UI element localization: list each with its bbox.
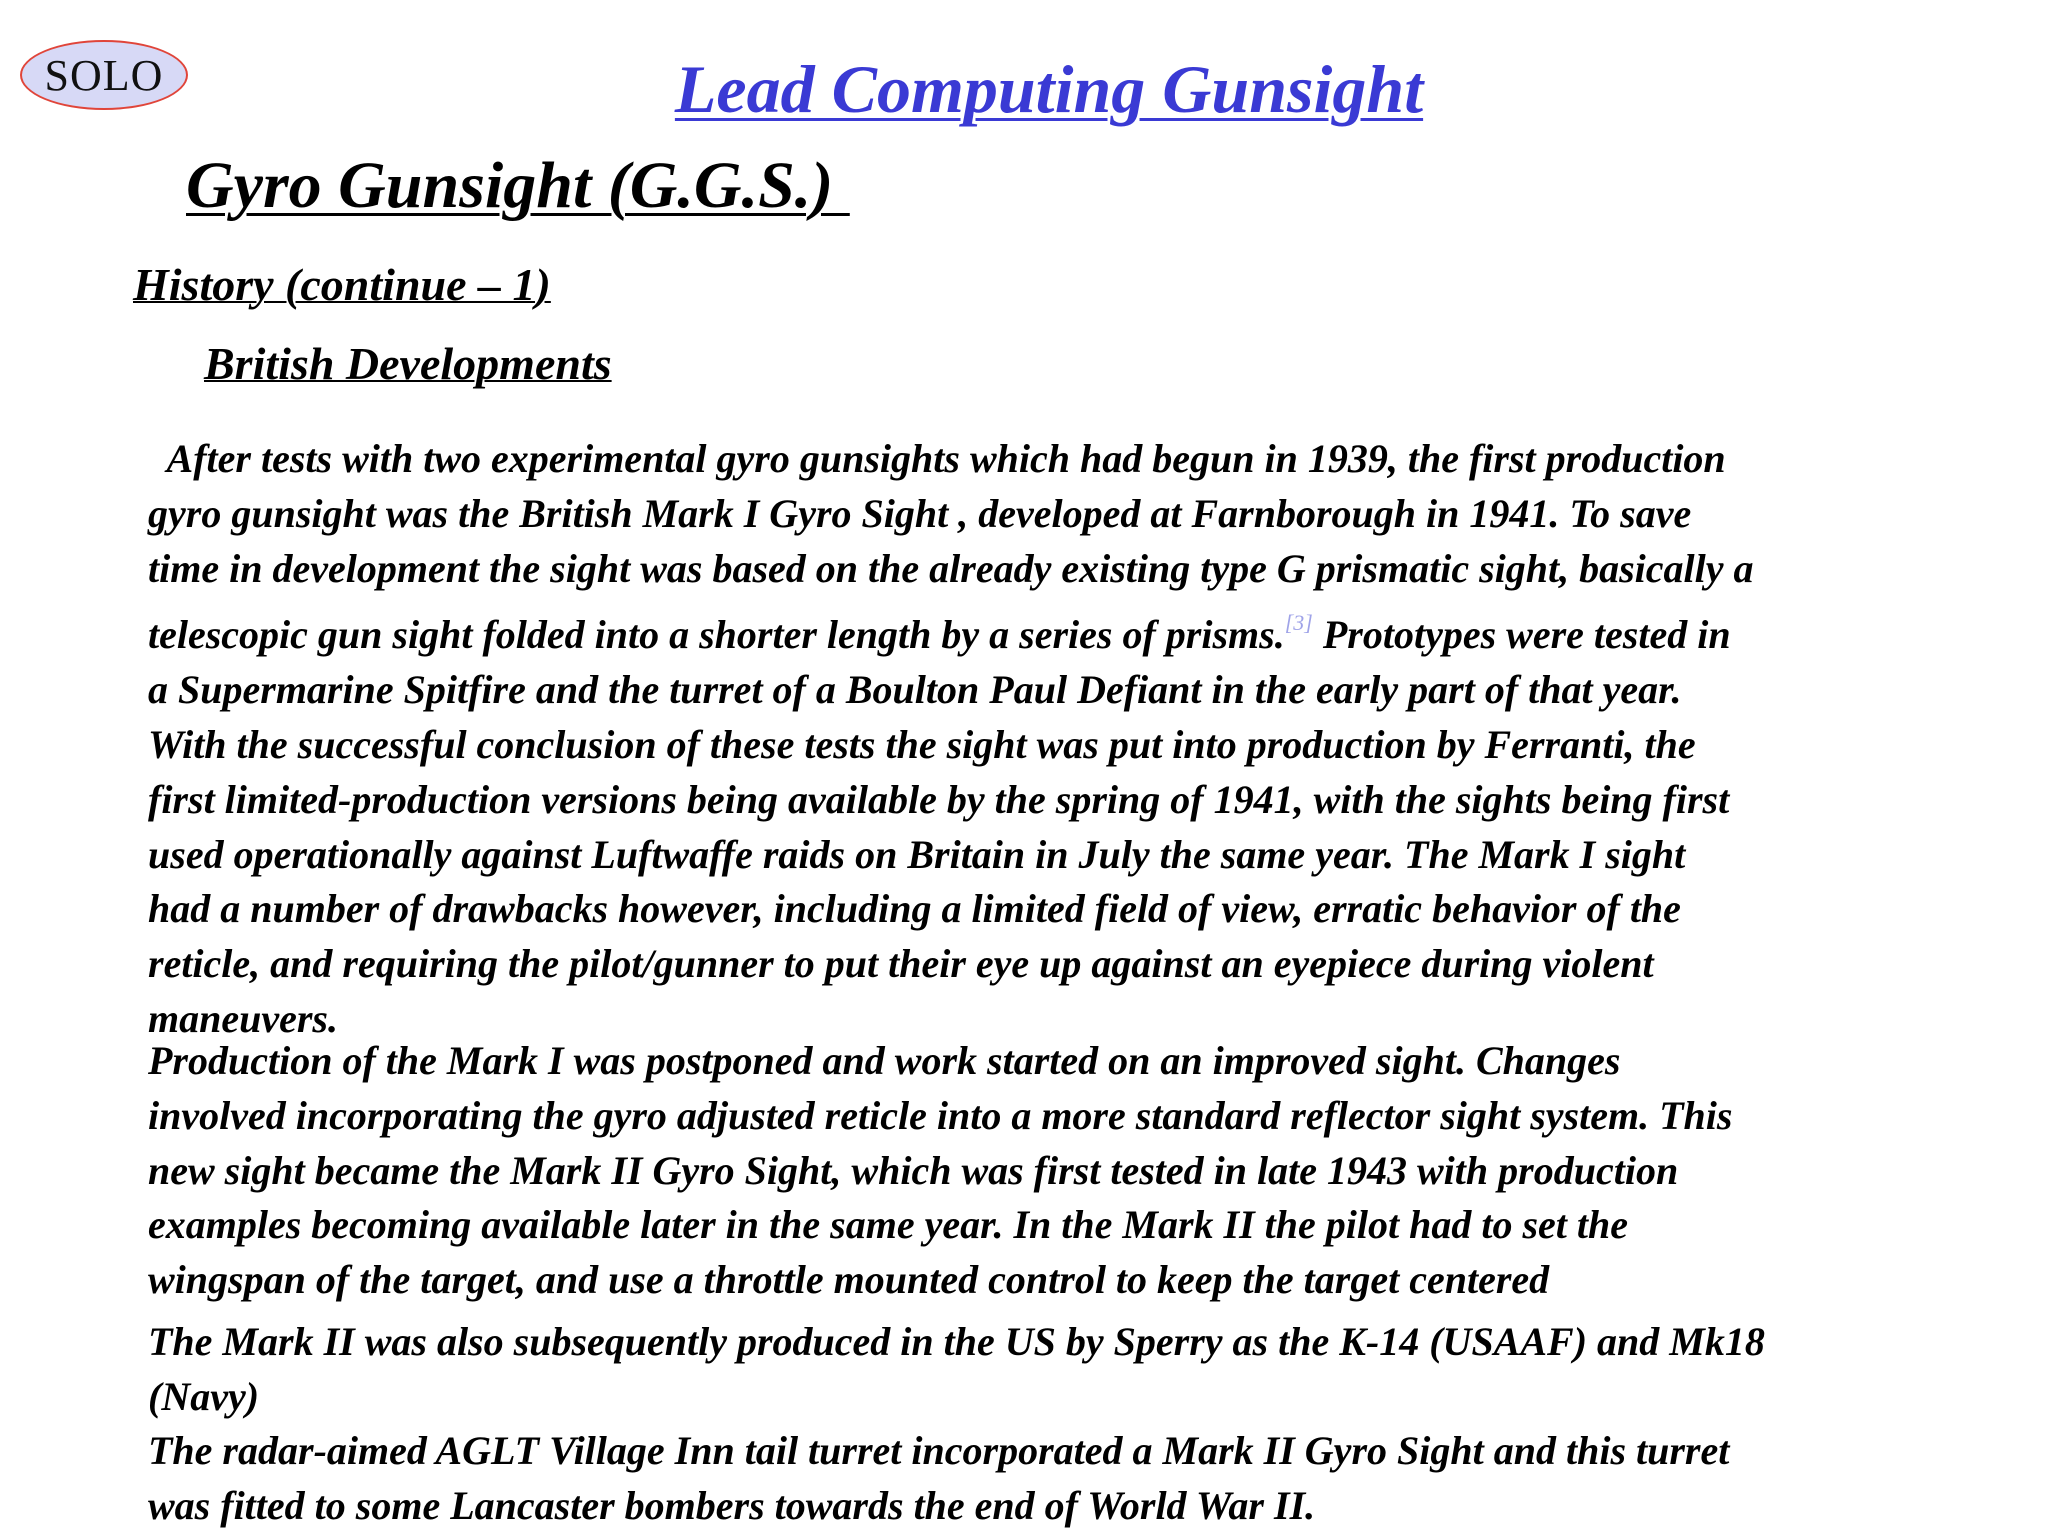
paragraph-3 xyxy=(148,1315,2018,1425)
text-line: telescopic gun sight folded into a shorter length by a series of prisms. xyxy=(148,612,1285,658)
reference-marker[interactable]: [3] xyxy=(1284,610,1313,636)
slide-subtitle: Gyro Gunsight (G.G.S.) xyxy=(186,149,850,222)
page-title-link[interactable]: Lead Computing Gunsight xyxy=(674,51,1424,127)
subsection-heading: British Developments xyxy=(204,338,612,389)
paragraph-1 xyxy=(148,432,2018,1047)
text-line: (Navy) xyxy=(148,1373,260,1419)
paragraph-4 xyxy=(148,1424,2018,1534)
text-line: first limited-production versions being available by the spring of 1941, with the sights being first xyxy=(148,776,1730,822)
section-heading: History (continue – 1) xyxy=(133,259,551,310)
text-line: The Mark II was also subsequently produced in the US by Sperry as the K-14 (USAAF) and Mk18 xyxy=(148,1319,1765,1364)
text-line: maneuvers. xyxy=(148,995,338,1041)
text-line: reticle, and requiring the pilot/gunner to put their eye up against an eyepiece during violent xyxy=(148,941,1654,987)
text-line: new sight became the Mark II Gyro Sight, which was first tested in late 1943 with production xyxy=(148,1147,1679,1193)
text-line: After tests with two experimental gyro gunsights which had begun in 1939, the first production xyxy=(148,436,1726,481)
text-line: With the successful conclusion of these tests the sight was put into production by Ferranti, the xyxy=(148,721,1696,767)
text-line: wingspan of the target, and use a throttle mounted control to keep the target centered xyxy=(148,1257,1550,1303)
solo-badge-label: SOLO xyxy=(44,50,164,100)
text-line: was fitted to some Lancaster bombers towards the end of World War II. xyxy=(148,1482,1316,1528)
text-line: had a number of drawbacks however, including a limited field of view, erratic behavior of the xyxy=(148,886,1681,932)
text-line: used operationally against Luftwaffe raids on Britain in July the same year. The Mark I sight xyxy=(148,831,1686,877)
text-line: time in development the sight was based on the already existing type G prismatic sight, basically a xyxy=(148,545,1754,591)
page-title xyxy=(0,50,2048,129)
text-line: Prototypes were tested in xyxy=(1312,612,1731,658)
text-line: involved incorporating the gyro adjusted reticle into a more standard reflector sight system. This xyxy=(148,1092,1733,1138)
text-line: a Supermarine Spitfire and the turret of a Boulton Paul Defiant in the early part of that year. xyxy=(148,667,1682,713)
text-line: gyro gunsight was the British Mark I Gyro Sight , developed at Farnborough in 1941. To save xyxy=(148,490,1692,536)
paragraph-2 xyxy=(148,1034,2018,1308)
text-line-with-reference xyxy=(148,596,2018,663)
text-line: The radar-aimed AGLT Village Inn tail turret incorporated a Mark II Gyro Sight and this turret xyxy=(148,1428,1730,1473)
text-line: examples becoming available later in the same year. In the Mark II the pilot had to set the xyxy=(148,1202,1628,1248)
text-line: Production of the Mark I was postponed and work started on an improved sight. Changes xyxy=(148,1038,1621,1083)
